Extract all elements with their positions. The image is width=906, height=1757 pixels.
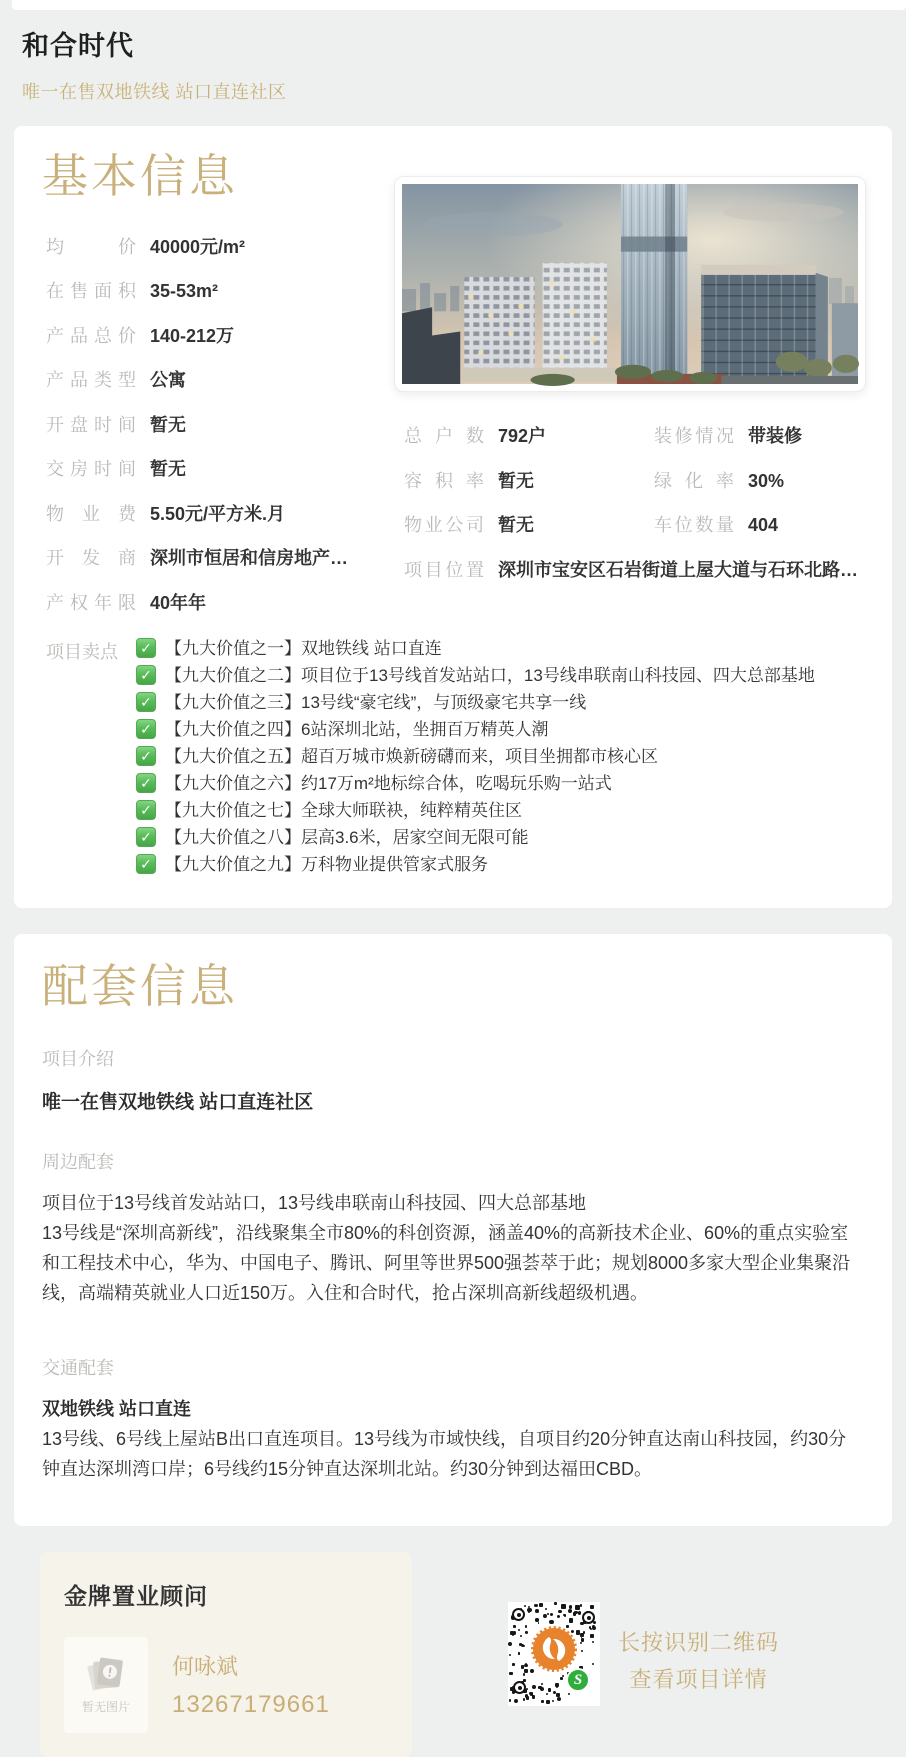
check-icon xyxy=(136,665,156,685)
field-label: 容积率 xyxy=(404,470,484,491)
consultant-card xyxy=(40,1552,412,1757)
field-area-on-sale xyxy=(46,277,394,303)
basic-info-section-title: 基本信息 xyxy=(42,150,238,202)
selling-point-text: 【九大价值之九】万科物业提供管家式服务 xyxy=(165,855,488,875)
selling-point-item xyxy=(136,637,815,660)
field-value: 30% xyxy=(748,470,785,491)
field-plot-ratio xyxy=(404,467,654,493)
field-value: 5.50元/平方米.月 xyxy=(150,503,286,524)
surrounding-lead: 项目位于13号线首发站站口，13号线串联南山科技园、四大总部基地 xyxy=(42,1193,587,1214)
field-value: 40000元/m² xyxy=(150,236,246,257)
selling-point-item xyxy=(136,799,815,822)
selling-point-text: 【九大价值之四】6站深圳北站，坐拥百万精英人潮 xyxy=(165,720,549,740)
transport-label: 交通配套 xyxy=(42,1358,114,1379)
property-rendering-image xyxy=(394,176,866,392)
selling-point-text: 【九大价值之六】约17万m²地标综合体，吃喝玩乐购一站式 xyxy=(165,774,612,794)
consultant-name: 何咏斌 xyxy=(172,1654,239,1680)
check-icon xyxy=(136,827,156,847)
check-icon xyxy=(136,800,156,820)
field-value: 暂无 xyxy=(150,459,186,480)
field-label: 绿化率 xyxy=(654,470,734,491)
page-header xyxy=(0,0,906,104)
field-label: 开发商 xyxy=(46,548,136,569)
intro-text: 唯一在售双地铁线 站口直连社区 xyxy=(42,1092,314,1114)
field-label: 开盘时间 xyxy=(46,414,136,435)
intro-label: 项目介绍 xyxy=(42,1049,114,1070)
field-project-location xyxy=(404,556,866,582)
qr-code-image[interactable] xyxy=(508,1602,600,1706)
field-value: 404 xyxy=(748,515,779,535)
qr-logo-icon xyxy=(531,1626,577,1672)
agent-photo-placeholder xyxy=(64,1637,148,1733)
field-total-households xyxy=(404,422,654,448)
selling-point-item xyxy=(136,718,815,741)
field-label: 产品类型 xyxy=(46,370,136,391)
amenities-section-title: 配套信息 xyxy=(42,960,238,1013)
field-property-company xyxy=(404,511,654,537)
city-render-illustration xyxy=(402,184,858,384)
qr-hint-line1: 长按识别二维码 xyxy=(618,1630,780,1656)
field-opening-date xyxy=(46,411,394,437)
selling-point-text: 【九大价值之一】双地铁线 站口直连 xyxy=(165,639,442,659)
consultant-section xyxy=(40,1552,906,1757)
selling-point-text: 【九大价值之二】项目位于13号线首发站站口，13号线串联南山科技园、四大总部基地 xyxy=(165,666,815,686)
selling-points xyxy=(46,637,866,880)
field-value: 140-212万 xyxy=(150,325,235,346)
check-icon xyxy=(136,638,156,658)
selling-point-item xyxy=(136,691,815,714)
selling-point-text: 【九大价值之三】13号线“豪宅线”，与顶级豪宅共享一线 xyxy=(165,693,587,713)
selling-points-label: 项目卖点 xyxy=(46,642,118,663)
page-subtitle: 唯一在售双地铁线 站口直连社区 xyxy=(22,82,287,102)
field-value: 带装修 xyxy=(748,426,802,446)
transport-paragraph xyxy=(42,1394,864,1484)
field-label: 物业费 xyxy=(46,503,136,524)
field-greening-rate xyxy=(654,467,866,493)
consultant-phone[interactable]: 13267179661 xyxy=(172,1691,330,1719)
field-developer xyxy=(46,544,394,570)
field-delivery-date xyxy=(46,455,394,481)
field-value: 40年年 xyxy=(150,592,207,613)
check-icon xyxy=(136,854,156,874)
check-icon xyxy=(136,773,156,793)
field-label: 装修情况 xyxy=(654,426,734,446)
photo-stack-icon xyxy=(83,1655,129,1695)
field-parking-count xyxy=(654,511,866,537)
field-total-price xyxy=(46,322,394,348)
field-value: 暂无 xyxy=(150,414,186,435)
selling-point-text: 【九大价值之八】层高3.6米，居家空间无限可能 xyxy=(165,828,529,848)
field-average-price xyxy=(46,233,394,259)
transport-body: 13号线、6号线上屋站B出口直连项目。13号线为市域快线，自项目约20分钟直达南山科技园，约30分钟直达深圳湾口岸；6号线约15分钟直达深圳北站。约30分钟到达福田CBD。 xyxy=(42,1429,847,1480)
field-value: 公寓 xyxy=(150,370,186,391)
transport-lead: 双地铁线 站口直连 xyxy=(42,1399,192,1420)
selling-point-text: 【九大价值之七】全球大师联袂，纯粹精英住区 xyxy=(165,801,522,821)
field-label: 均价 xyxy=(46,236,136,257)
selling-point-text: 【九大价值之五】超百万城市焕新磅礴而来，项目坐拥都市核心区 xyxy=(165,747,658,767)
field-label: 物业公司 xyxy=(404,515,484,535)
field-value: 深圳市恒居和信房地产… xyxy=(150,548,348,569)
field-label: 交房时间 xyxy=(46,459,136,480)
qr-hint-text xyxy=(618,1602,779,1757)
selling-point-item xyxy=(136,745,815,768)
consultant-section-title: 金牌置业顾问 xyxy=(64,1583,208,1610)
qr-hint-line2: 查看项目详情 xyxy=(629,1667,768,1693)
qr-group xyxy=(508,1552,779,1757)
field-label: 车位数量 xyxy=(654,515,734,535)
field-decoration xyxy=(654,422,866,448)
field-product-type xyxy=(46,366,394,392)
surrounding-label: 周边配套 xyxy=(42,1152,114,1173)
selling-point-item xyxy=(136,772,815,795)
selling-points-list xyxy=(136,637,815,880)
check-icon xyxy=(136,692,156,712)
selling-point-item xyxy=(136,826,815,849)
field-label: 在售面积 xyxy=(46,281,136,302)
field-value: 暂无 xyxy=(498,470,534,491)
surrounding-body: 13号线是“深圳高新线”，沿线聚集全市80%的科创资源，涵盖40%的高新技术企业、60%的重点实验室和工程技术中心，华为、中国电子、腾讯、阿里等世界500强荟萃于此；规划8000多家大型企业集聚沿线，高端精英就业人口近150万。入住和合时代，抢占深圳高新线超级机遇。 xyxy=(42,1223,851,1304)
photo-placeholder-text: 暂无图片 xyxy=(81,1700,130,1715)
field-label: 总户数 xyxy=(404,426,484,446)
field-value: 792户 xyxy=(498,426,547,446)
basic-info-card xyxy=(14,126,892,908)
field-value: 深圳市宝安区石岩街道上屋大道与石环北路… xyxy=(498,559,858,580)
top-strip-decoration xyxy=(12,0,906,10)
field-tenure xyxy=(46,589,394,615)
amenities-card xyxy=(14,934,892,1526)
check-icon xyxy=(136,746,156,766)
check-icon xyxy=(136,719,156,739)
field-property-fee xyxy=(46,500,394,526)
surrounding-paragraph xyxy=(42,1188,864,1308)
field-value: 35-53m² xyxy=(150,281,219,302)
field-label: 项目位置 xyxy=(404,559,484,580)
selling-point-item xyxy=(136,853,815,876)
field-label: 产品总价 xyxy=(46,325,136,346)
selling-point-item xyxy=(136,664,815,687)
music-badge-icon: S xyxy=(566,1668,590,1692)
field-value: 暂无 xyxy=(498,515,534,535)
field-label: 产权年限 xyxy=(46,592,136,613)
page-title: 和合时代 xyxy=(22,31,134,61)
